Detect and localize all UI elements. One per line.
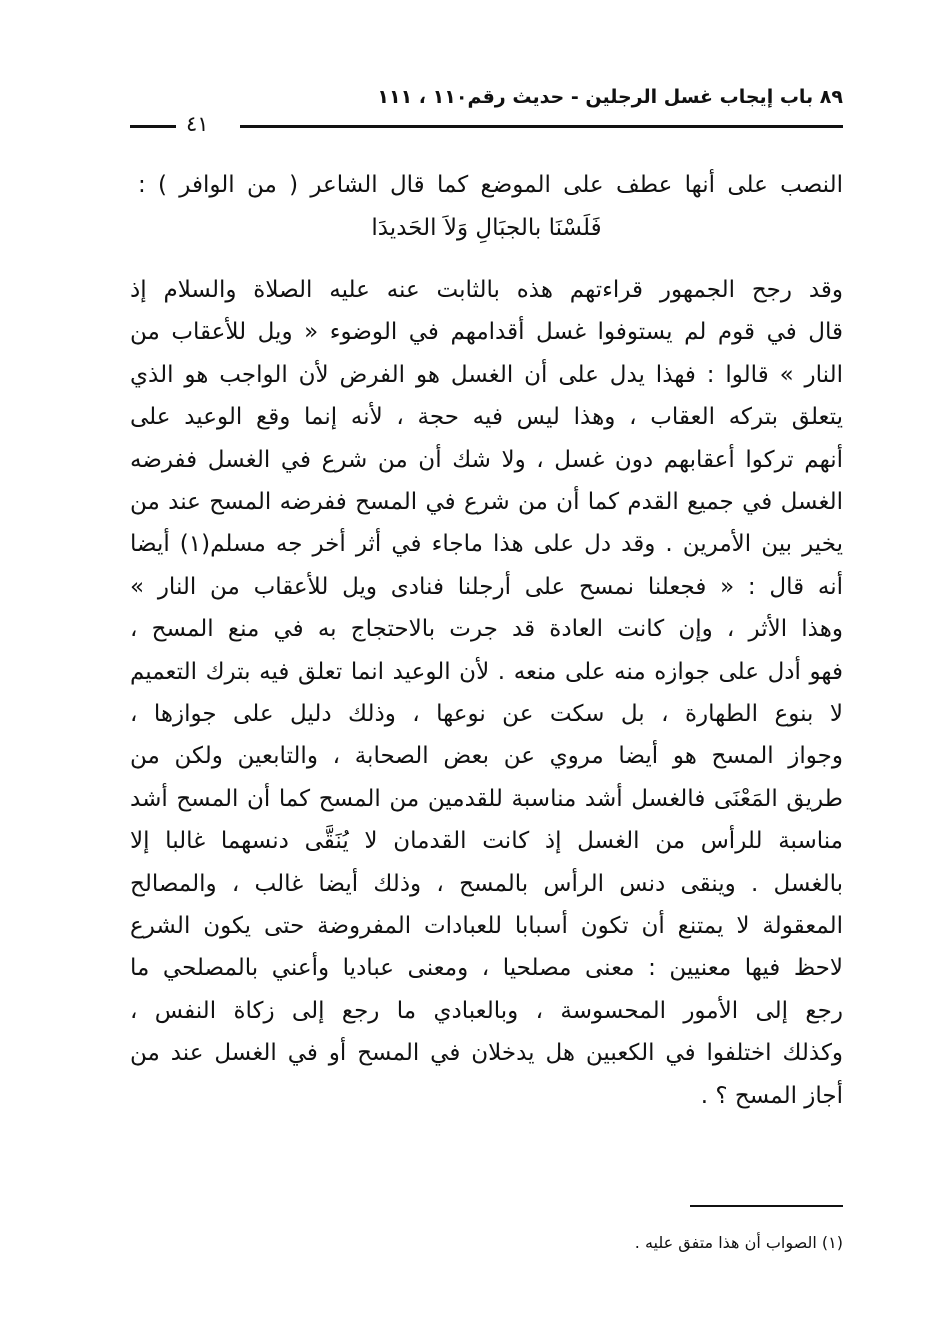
footnote: (١) الصواب أن هذا متفق عليه .	[634, 1233, 843, 1252]
body-line: مناسبة للرأس من الغسل إذ كانت القدمان لا يُنَقَّى دنسهما غالبا إلا	[130, 828, 843, 855]
body-line: أنهم تركوا أعقابهم دون غسل ، ولا شك أن من شرع في الغسل ففرضه	[130, 446, 843, 473]
body-line: أجاز المسح ؟ .	[700, 1082, 843, 1109]
header-rule-long	[240, 125, 843, 128]
body-line: قال في قوم لم يستوفوا غسل أقدامهم في الوضوء « ويل للأعقاب من	[130, 319, 843, 346]
footnote-rule	[690, 1205, 843, 1207]
body-line: وهذا الأثر ، وإن كانت العادة قد جرت بالاحتجاج به في منع المسح ،	[130, 616, 843, 643]
body-line: فهو أدل على جوازه منه على منعه . لأن الوعيد انما تعلق فيه بترك التعميم	[130, 658, 843, 685]
body-line: أنه قال : « فجعلنا نمسح على أرجلنا فنادى ويل للأعقاب من النار »	[130, 573, 843, 600]
body-line: وجواز المسح هو أيضا مروي عن بعض الصحابة ، والتابعين ولكن من	[130, 743, 843, 770]
body-line: وكذلك اختلفوا في الكعبين هل يدخلان في المسح أو في الغسل عند من	[130, 1040, 843, 1067]
body-line: بالغسل . وينقى دنس الرأس بالمسح ، وذلك أيضا غالب ، والمصالح	[130, 870, 843, 897]
header-rule-short	[130, 125, 176, 128]
body-line: رجع إلى الأمور المحسوسة ، وبالعبادي ما رجع إلى زكاة النفس ،	[130, 997, 843, 1024]
body-line: النار » قالوا : فهذا يدل على أن الغسل هو الفرض لأن الواجب هو الذي	[130, 361, 843, 388]
body-line: لاحظ فيها معنيين : معنى مصلحيا ، ومعنى عباديا وأعني بالمصلحي ما	[130, 955, 843, 982]
running-header-title: ٨٩ باب إيجاب غسل الرجلين - حديث رقم١١٠ ، ١١١	[377, 86, 843, 108]
body-line: لا بنوع الطهارة ، بل سكت عن نوعها ، وذلك دليل على جوازها ،	[130, 701, 843, 727]
intro-line: النصب على أنها عطف على الموضع كما قال الشاعر ( من الوافر ) :	[138, 172, 843, 198]
body-line: يخير بين الأمرين . وقد دل على هذا ماجاء في أثر أخر جه مسلم(١) أيضا	[130, 531, 843, 558]
body-line: وقد رجح الجمهور قراءتهم هذه بالثابت عنه عليه الصلاة والسلام إذ	[130, 277, 843, 303]
verse-line: فَلَسْنَا بالجبَالِ وَلاَ الحَديدَا	[371, 215, 602, 241]
page-number: ٤١	[186, 112, 209, 136]
body-line: طريق المَعْنَى فالغسل أشد مناسبة للقدمين من المسح كما أن المسح أشد	[130, 785, 843, 812]
body-line: المعقولة لا يمتنع أن تكون أسبابا للعبادات المفروضة حتى يكون الشرع	[130, 913, 843, 939]
body-line: الغسل في جميع القدم كما أن من شرع في المسح ففرضه المسح عند من	[130, 489, 843, 515]
body-line: يتعلق بتركه العقاب ، وهذا ليس فيه حجة ، لأنه إنما وقع الوعيد على	[130, 404, 843, 431]
